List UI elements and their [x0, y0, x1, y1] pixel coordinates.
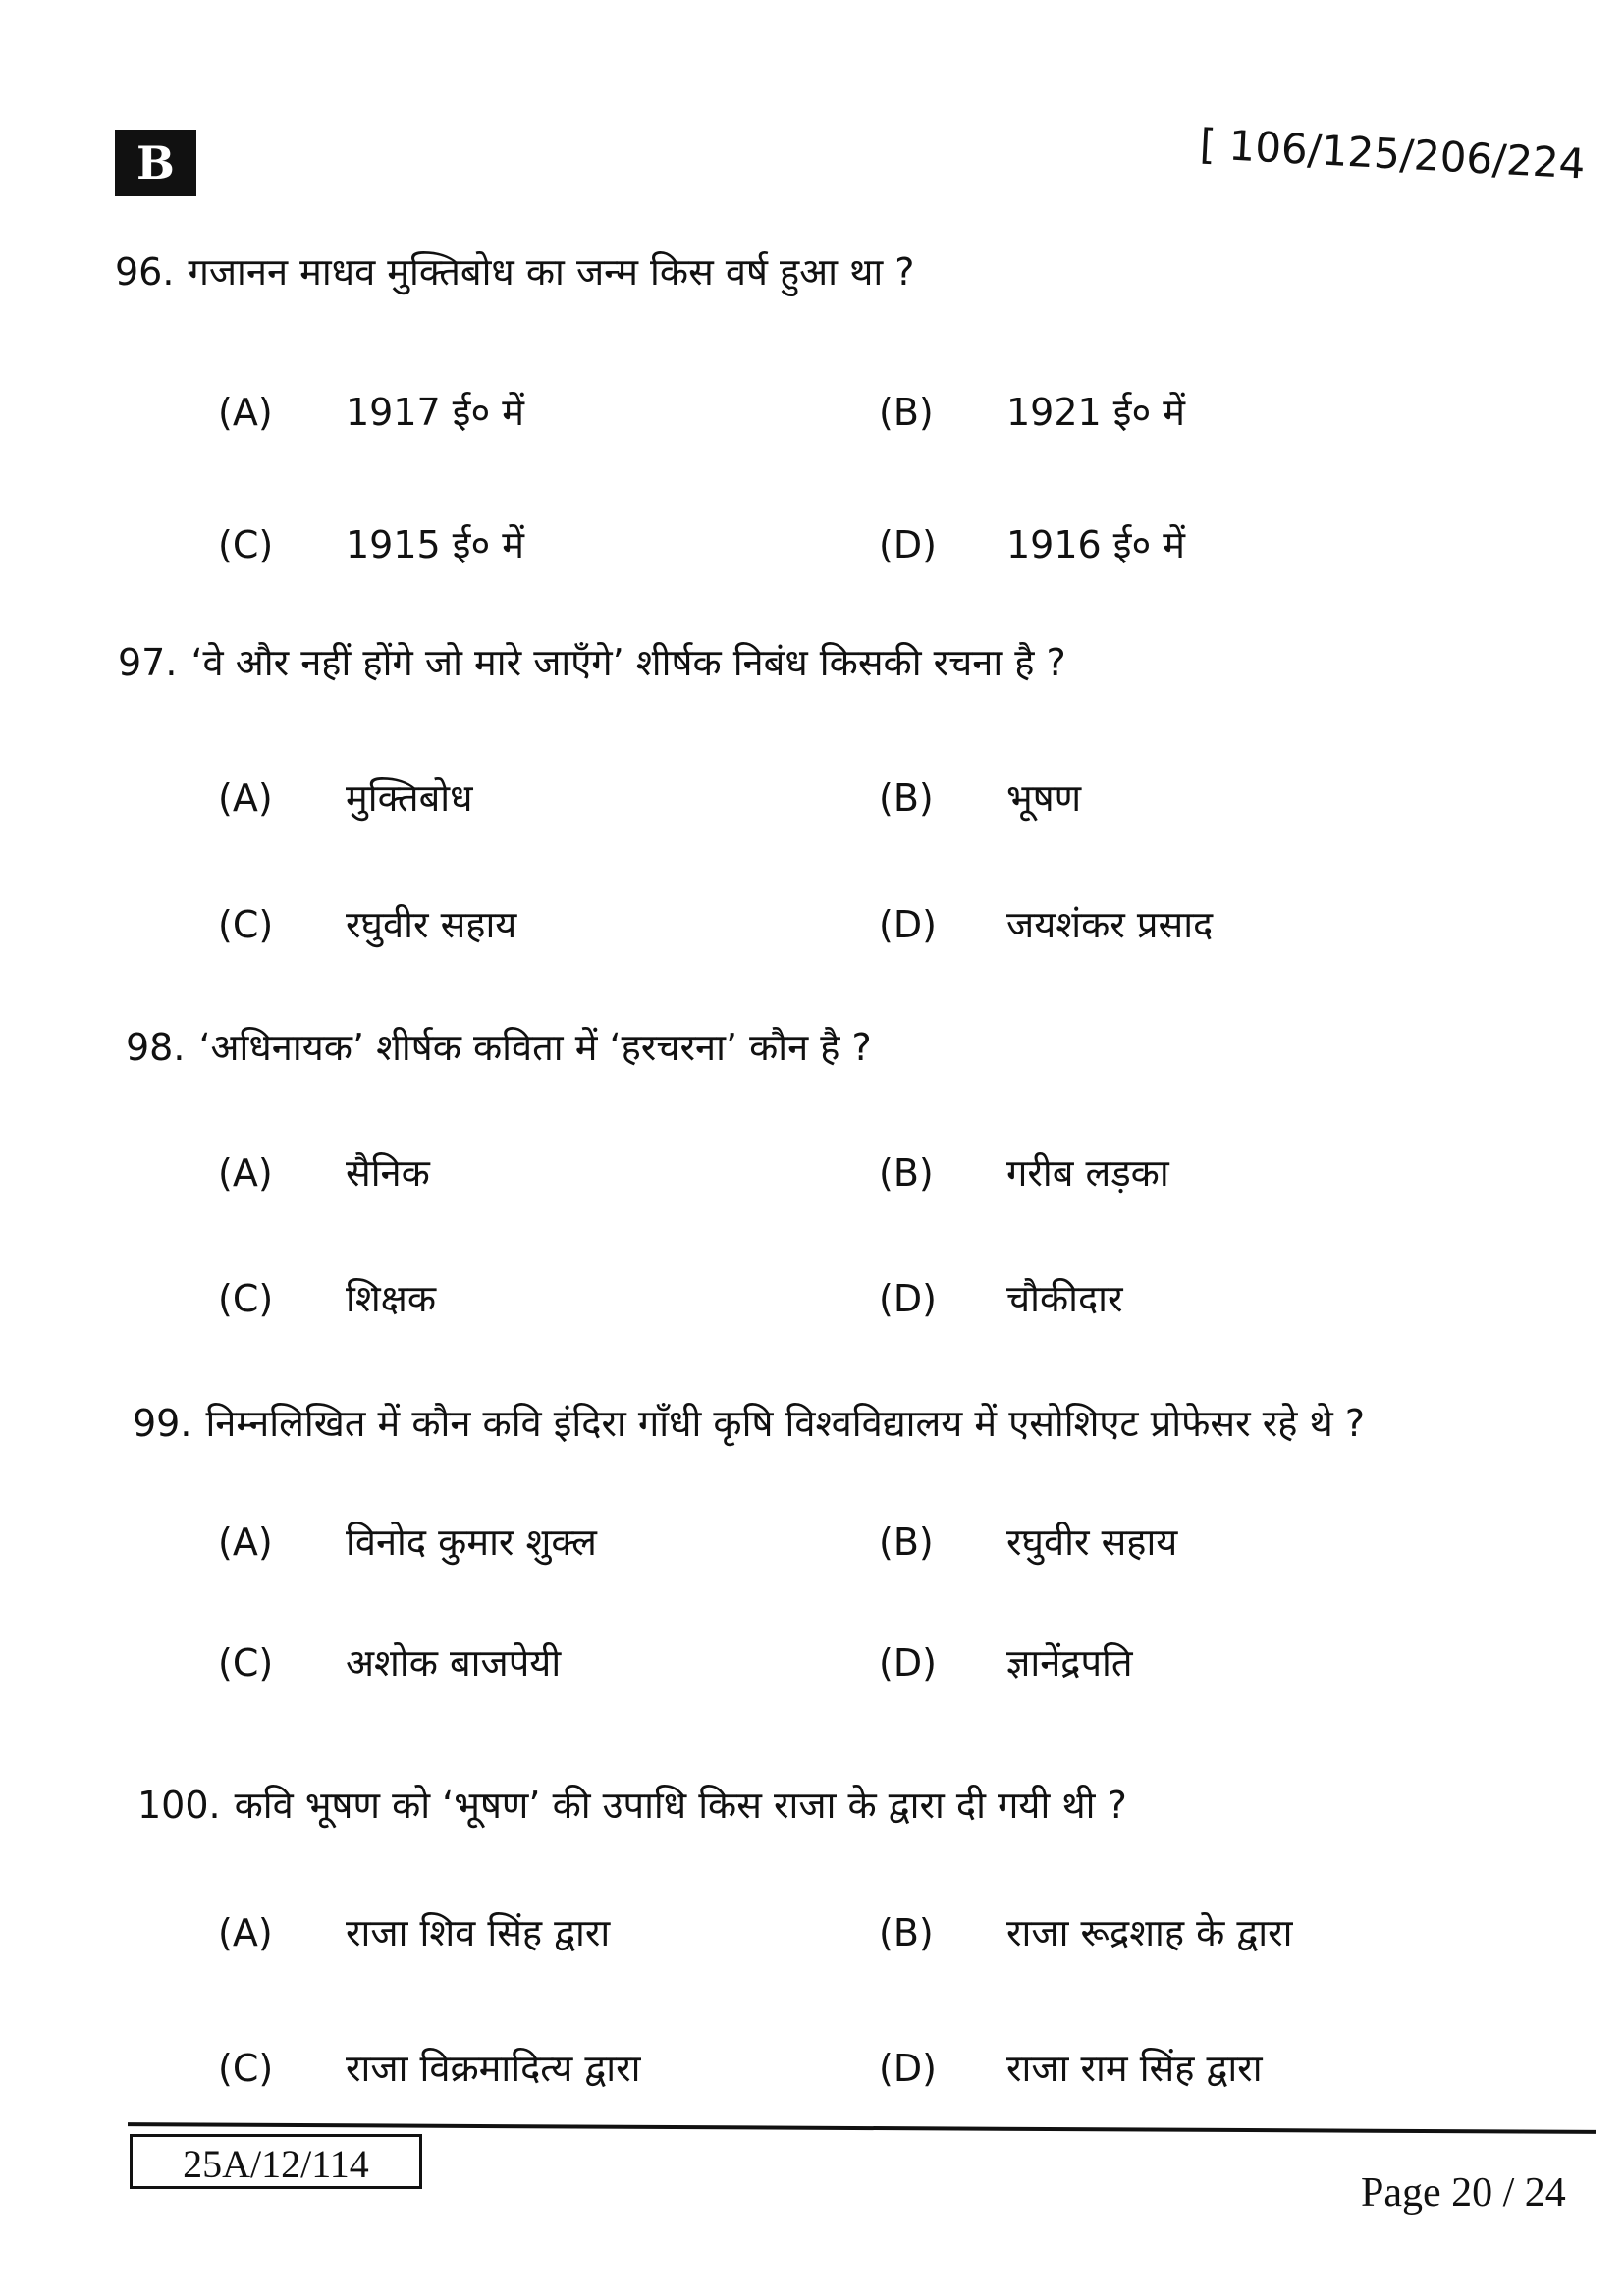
question-99 — [133, 1397, 1365, 1448]
divider — [128, 2122, 1596, 2134]
option-text: विनोद कुमार शुक्ल — [346, 1521, 597, 1564]
option-text: 1915 ई० में — [346, 523, 525, 566]
option-text: 1917 ई० में — [346, 391, 525, 434]
question-text: कवि भूषण को ‘भूषण’ की उपाधि किस राजा के द्वारा दी गयी थी ? — [234, 1784, 1127, 1827]
option-label: (C) — [218, 903, 274, 946]
option-d — [879, 1272, 1123, 1323]
question-97 — [118, 636, 1066, 687]
question-98 — [126, 1021, 872, 1072]
option-text: रघुवीर सहाय — [346, 903, 517, 946]
option-text: शिक्षक — [346, 1277, 437, 1320]
question-text: गजानन माधव मुक्तिबोध का जन्म किस वर्ष हुआ था ? — [188, 250, 915, 294]
booklet-code: 25A/12/114 — [130, 2134, 422, 2189]
option-label: (C) — [218, 1641, 274, 1684]
option-label: (D) — [879, 903, 937, 946]
option-text: जयशंकर प्रसाद — [1006, 903, 1214, 946]
option-label: (A) — [218, 391, 273, 434]
question-text: ‘अधिनायक’ शीर्षक कविता में ‘हरचरना’ कौन है ? — [198, 1026, 872, 1069]
option-label: (C) — [218, 523, 274, 566]
option-label: (B) — [879, 391, 934, 434]
option-b — [879, 772, 1081, 823]
option-c — [218, 1636, 561, 1687]
question-96 — [115, 245, 914, 296]
option-label: (C) — [218, 1277, 274, 1320]
option-text: चौकीदार — [1006, 1277, 1123, 1320]
option-text: राजा रूद्रशाह के द्वारा — [1006, 1911, 1293, 1954]
option-text: सैनिक — [346, 1151, 430, 1195]
question-100 — [137, 1779, 1127, 1830]
option-b — [879, 1147, 1169, 1198]
question-number: 98. — [126, 1026, 186, 1069]
option-a — [218, 1147, 430, 1198]
option-label: (D) — [879, 1641, 937, 1684]
page-number: Page 20 / 24 — [1361, 2170, 1566, 2216]
option-c — [218, 2042, 640, 2093]
option-text: 1921 ई० में — [1006, 391, 1186, 434]
option-d — [879, 518, 1185, 569]
option-label: (A) — [218, 1911, 273, 1954]
option-label: (D) — [879, 2047, 937, 2090]
question-number: 97. — [118, 641, 178, 684]
option-d — [879, 2042, 1263, 2093]
option-label: (B) — [879, 776, 934, 820]
option-d — [879, 898, 1213, 949]
option-text: भूषण — [1006, 776, 1082, 820]
option-b — [879, 386, 1185, 437]
option-text: राजा राम सिंह द्वारा — [1006, 2047, 1263, 2090]
option-text: मुक्तिबोध — [346, 776, 473, 820]
option-a — [218, 386, 524, 437]
option-a — [218, 1516, 597, 1567]
question-text: निम्नलिखित में कौन कवि इंदिरा गाँधी कृषि विश्वविद्यालय में एसोशिएट प्रोफेसर रहे थे ? — [205, 1402, 1366, 1445]
option-label: (C) — [218, 2047, 274, 2090]
question-text: ‘वे और नहीं होंगे जो मारे जाएँगे’ शीर्षक निबंध किसकी रचना है ? — [190, 641, 1066, 684]
question-number: 96. — [115, 250, 175, 294]
option-b — [879, 1906, 1292, 1957]
option-d — [879, 1636, 1133, 1687]
option-text: 1916 ई० में — [1006, 523, 1186, 566]
option-text: अशोक बाजपेयी — [346, 1641, 562, 1684]
option-label: (A) — [218, 1521, 273, 1564]
option-label: (B) — [879, 1911, 934, 1954]
option-text: राजा शिव सिंह द्वारा — [346, 1911, 611, 1954]
option-label: (D) — [879, 523, 937, 566]
option-c — [218, 518, 524, 569]
option-label: (D) — [879, 1277, 937, 1320]
option-text: रघुवीर सहाय — [1006, 1521, 1178, 1564]
option-text: गरीब लड़का — [1006, 1151, 1169, 1195]
set-badge: B — [115, 130, 196, 196]
option-a — [218, 1906, 610, 1957]
option-c — [218, 898, 516, 949]
option-a — [218, 772, 473, 823]
option-label: (B) — [879, 1521, 934, 1564]
option-text: ज्ञानेंद्रपति — [1006, 1641, 1133, 1684]
paper-code: [ 106/125/206/224 — [1198, 120, 1587, 188]
option-b — [879, 1516, 1177, 1567]
option-text: राजा विक्रमादित्य द्वारा — [346, 2047, 641, 2090]
option-label: (B) — [879, 1151, 934, 1195]
option-label: (A) — [218, 1151, 273, 1195]
option-label: (A) — [218, 776, 273, 820]
question-number: 99. — [133, 1402, 192, 1445]
question-number: 100. — [137, 1784, 221, 1827]
option-c — [218, 1272, 436, 1323]
